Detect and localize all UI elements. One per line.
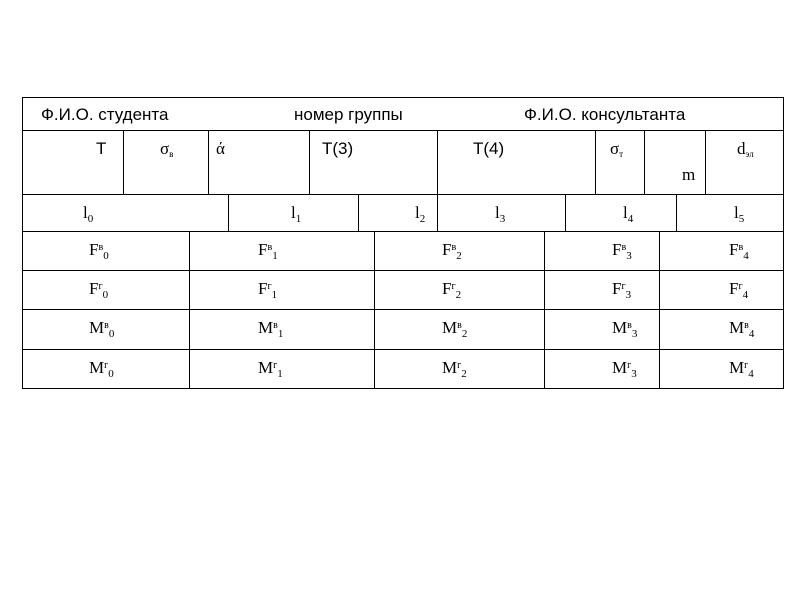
param-cell-sigma-v — [123, 131, 208, 194]
lengths-row — [22, 195, 784, 232]
student-name-label: Ф.И.О. студента — [41, 105, 169, 124]
group-number-label: номер группы — [294, 105, 403, 124]
param-cell-m — [644, 131, 705, 194]
param-T4: T(4) — [473, 139, 505, 158]
moment-cell — [22, 310, 189, 349]
force-g-1: $F^г_1$ — [258, 279, 278, 301]
moment-v-2: $M^в_2$ — [442, 318, 468, 340]
length-l1: $l_1$ — [291, 203, 302, 225]
param-sigma-v: $\sigma_в$ — [160, 139, 174, 159]
length-cell — [676, 195, 784, 231]
param-sigma-t: $\sigma_т$ — [610, 139, 624, 159]
moment-v-4: $M^в_4$ — [729, 318, 755, 340]
moment-cell — [22, 350, 189, 388]
moments-g-row — [22, 350, 784, 389]
force-cell — [22, 232, 189, 270]
moment-cell — [544, 350, 659, 388]
force-v-3: $F^в_3$ — [612, 240, 632, 262]
force-g-0: $F^г_0$ — [89, 279, 109, 301]
moment-cell — [659, 310, 784, 349]
length-l0: $l_0$ — [83, 203, 94, 225]
force-cell — [189, 271, 374, 309]
moment-cell — [544, 310, 659, 349]
force-cell — [374, 232, 544, 270]
length-cell — [358, 195, 437, 231]
header-row — [22, 97, 784, 131]
moment-cell — [374, 350, 544, 388]
param-alpha: ά — [216, 139, 225, 158]
param-cell-T3 — [309, 131, 437, 194]
parameters-row — [22, 131, 784, 195]
consultant-name-label: Ф.И.О. консультанта — [524, 105, 686, 124]
force-v-4: $F^в_4$ — [729, 240, 749, 262]
force-v-1: $F^в_1$ — [258, 240, 278, 262]
param-cell-sigma-t — [595, 131, 644, 194]
length-l5: $l_5$ — [734, 203, 745, 225]
length-cell — [565, 195, 676, 231]
length-l2: $l_2$ — [415, 203, 426, 225]
moment-cell — [659, 350, 784, 388]
forces-g-row — [22, 271, 784, 310]
param-T: T — [96, 139, 107, 158]
length-cell — [22, 195, 228, 231]
force-cell — [659, 271, 784, 309]
force-g-2: $F^г_2$ — [442, 279, 462, 301]
force-g-3: $F^г_3$ — [612, 279, 632, 301]
forces-v-row — [22, 232, 784, 271]
param-cell-T — [22, 131, 123, 194]
moment-g-2: $M^г_2$ — [442, 358, 467, 380]
moment-v-1: $M^в_1$ — [258, 318, 284, 340]
length-cell — [228, 195, 358, 231]
moment-cell — [374, 310, 544, 349]
param-cell-alpha — [208, 131, 309, 194]
length-l3: $l_3$ — [495, 203, 506, 225]
moment-g-0: $M^г_0$ — [89, 358, 114, 380]
param-cell-d-el — [705, 131, 784, 194]
force-cell — [22, 271, 189, 309]
moment-cell — [189, 350, 374, 388]
moment-cell — [189, 310, 374, 349]
force-cell — [544, 271, 659, 309]
param-d-el: $d_{эл}$ — [737, 139, 754, 159]
length-cell — [437, 195, 565, 231]
param-m: m — [682, 165, 696, 184]
param-cell-T4 — [437, 131, 595, 194]
param-T3: T(3) — [322, 139, 354, 158]
force-cell — [189, 232, 374, 270]
moment-g-4: $M^г_4$ — [729, 358, 754, 380]
moment-g-1: $M^г_1$ — [258, 358, 283, 380]
force-cell — [374, 271, 544, 309]
force-v-2: $F^в_2$ — [442, 240, 462, 262]
moment-v-3: $M^в_3$ — [612, 318, 638, 340]
moments-v-row — [22, 310, 784, 350]
moment-v-0: $M^в_0$ — [89, 318, 115, 340]
length-l4: $l_4$ — [623, 203, 634, 225]
force-v-0: $F^в_0$ — [89, 240, 109, 262]
force-cell — [659, 232, 784, 270]
moment-g-3: $M^г_3$ — [612, 358, 637, 380]
force-g-4: $F^г_4$ — [729, 279, 749, 301]
force-cell — [544, 232, 659, 270]
